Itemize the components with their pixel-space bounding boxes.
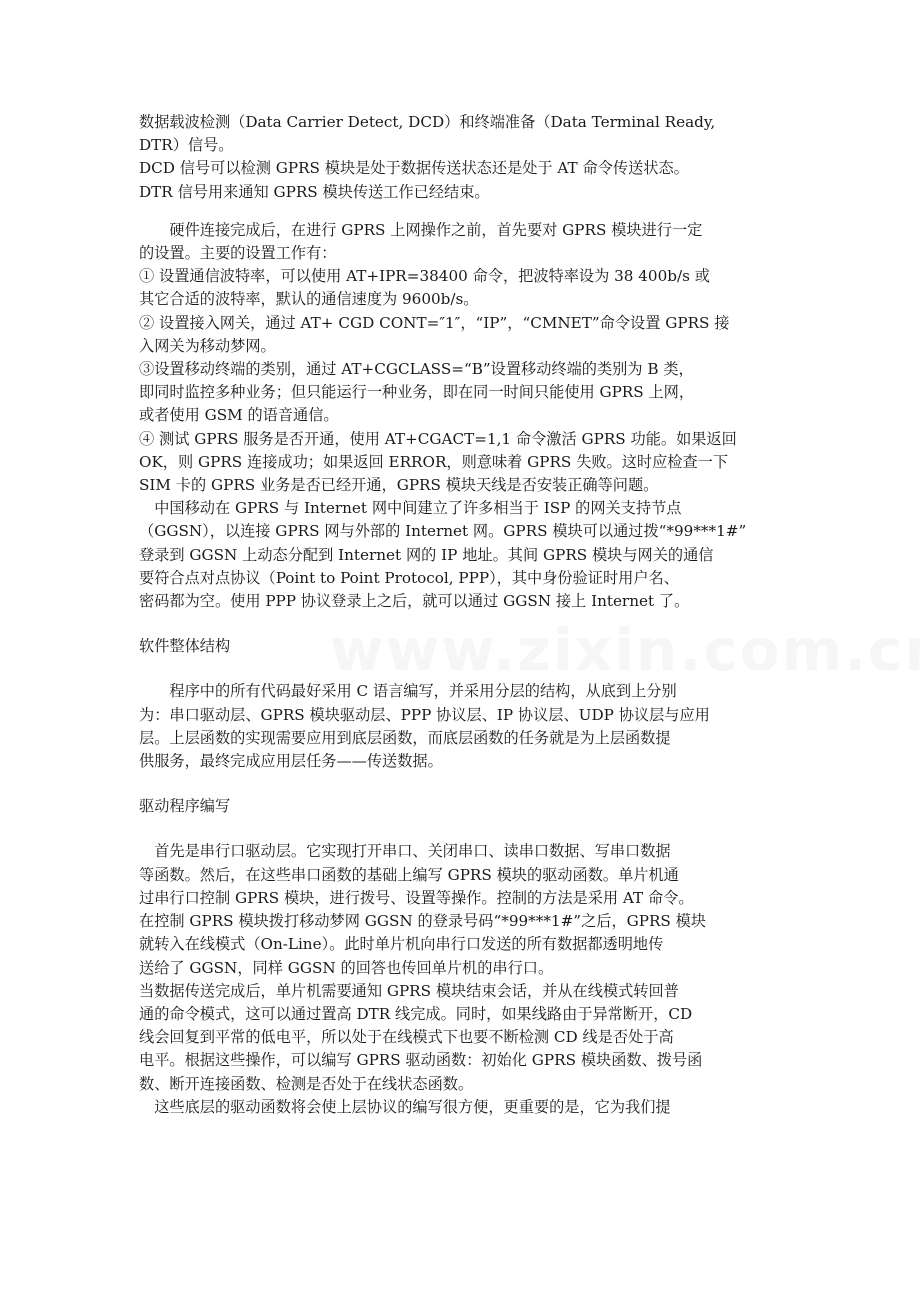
text-line: 这些底层的驱动函数将会使上层协议的编写很方便，更重要的是，它为我们提	[139, 1097, 671, 1116]
text-line: 在控制 GPRS 模块拨打移动梦网 GGSN 的登录号码“*99***1#”之后，GPRS 模块	[139, 912, 707, 931]
text-line: 线会回复到平常的低电平，所以处于在线模式下也要不断检测 CD 线是否处于高	[139, 1028, 674, 1047]
section-heading: 软件整体结构	[139, 637, 231, 656]
text-line: 硬件连接完成后，在进行 GPRS 上网操作之前，首先要对 GPRS 模块进行一定	[139, 220, 703, 239]
text-line: ② 设置接入网关，通过 AT+ CGD CONT=″1″，“IP”，“CMNET”命令设置 GPRS 接	[139, 313, 730, 332]
text-line: ① 设置通信波特率，可以使用 AT+IPR=38400 命令，把波特率设为 38 400b/s 或	[139, 267, 710, 286]
spacer	[139, 204, 799, 219]
text-line: 登录到 GGSN 上动态分配到 Internet 网的 IP 地址。其间 GPRS 模块与网关的通信	[139, 545, 714, 564]
text-line: 数、断开连接函数、检测是否处于在线状态函数。	[139, 1074, 474, 1093]
text-line: 入网关为移动梦网。	[139, 336, 276, 355]
text-line: 当数据传送完成后，单片机需要通知 GPRS 模块结束会话，并从在线模式转回普	[139, 981, 679, 1000]
text-line: 数据载波检测（Data Carrier Detect, DCD）和终端准备（Data Terminal Ready,	[139, 113, 716, 131]
text-line: 其它合适的波特率，默认的通信速度为 9600b/s。	[139, 290, 479, 309]
text-line: 供服务，最终完成应用层任务——传送数据。	[139, 752, 443, 771]
text-line: （GGSN），以连接 GPRS 网与外部的 Internet 网。GPRS 模块可以通过拨“*99***1#”	[139, 522, 747, 541]
text-line: 中国移动在 GPRS 与 Internet 网中间建立了许多相当于 ISP 的网关支持节点	[139, 499, 682, 518]
text-line: 就转入在线模式（On-Line）。此时单片机向串行口发送的所有数据都透明地传	[139, 935, 664, 954]
text-line: 为：串口驱动层、GPRS 模块驱动层、PPP 协议层、IP 协议层、UDP 协议层与应用	[139, 705, 710, 724]
text-line: SIM 卡的 GPRS 业务是否已经开通，GPRS 模块天线是否安装正确等问题。	[139, 476, 659, 495]
intro-paragraph	[139, 111, 799, 204]
spacer	[139, 773, 799, 795]
driver-paragraph	[139, 840, 799, 1118]
text-line: 电平。根据这些操作，可以编写 GPRS 驱动函数：初始化 GPRS 模块函数、拨号函	[139, 1051, 703, 1070]
text-line: 首先是串行口驱动层。它实现打开串口、关闭串口、读串口数据、写串口数据	[139, 842, 671, 861]
text-line: 送给了 GGSN，同样 GGSN 的回答也传回单片机的串行口。	[139, 958, 554, 977]
setup-paragraph	[139, 219, 799, 613]
text-line: ④ 测试 GPRS 服务是否开通，使用 AT+CGACT=1,1 命令激活 GPRS 功能。如果返回	[139, 429, 737, 448]
document-body	[139, 111, 799, 1119]
section-heading: 驱动程序编写	[139, 797, 231, 816]
text-line: DTR）信号。	[139, 136, 234, 155]
spacer	[139, 818, 799, 840]
text-line: 即同时监控多种业务；但只能运行一种业务，即在同一时间只能使用 GPRS 上网，	[139, 383, 695, 402]
text-line: OK，则 GPRS 连接成功；如果返回 ERROR，则意味着 GPRS 失败。这时应检查一下	[139, 452, 729, 471]
spacer	[139, 658, 799, 680]
text-line: 或者使用 GSM 的语音通信。	[139, 406, 339, 425]
text-line: 密码都为空。使用 PPP 协议登录上之后，就可以通过 GGSN 接上 Internet 了。	[139, 592, 690, 611]
text-line: 等函数。然后，在这些串口函数的基础上编写 GPRS 模块的驱动函数。单片机通	[139, 865, 679, 884]
text-line: 通的命令模式，这可以通过置高 DTR 线完成。同时，如果线路由于异常断开，CD	[139, 1004, 693, 1023]
text-line: DTR 信号用来通知 GPRS 模块传送工作已经结束。	[139, 182, 490, 201]
text-line: 过串行口控制 GPRS 模块，进行拨号、设置等操作。控制的方法是采用 AT 命令。	[139, 888, 694, 907]
text-line: 的设置。主要的设置工作有：	[139, 244, 337, 263]
text-line: 层。上层函数的实现需要应用到底层函数，而底层函数的任务就是为上层函数提	[139, 728, 671, 747]
text-line: DCD 信号可以检测 GPRS 模块是处于数据传送状态还是处于 AT 命令传送状态。	[139, 159, 689, 178]
text-line: ③设置移动终端的类别，通过 AT+CGCLASS=“B”设置移动终端的类别为 B 类，	[139, 360, 694, 379]
text-line: 要符合点对点协议（Point to Point Protocol, PPP），其中身份验证时用户名、	[139, 568, 679, 587]
spacer	[139, 613, 799, 635]
text-line: 程序中的所有代码最好采用 C 语言编写，并采用分层的结构，从底到上分别	[139, 682, 677, 701]
software-paragraph	[139, 680, 799, 773]
